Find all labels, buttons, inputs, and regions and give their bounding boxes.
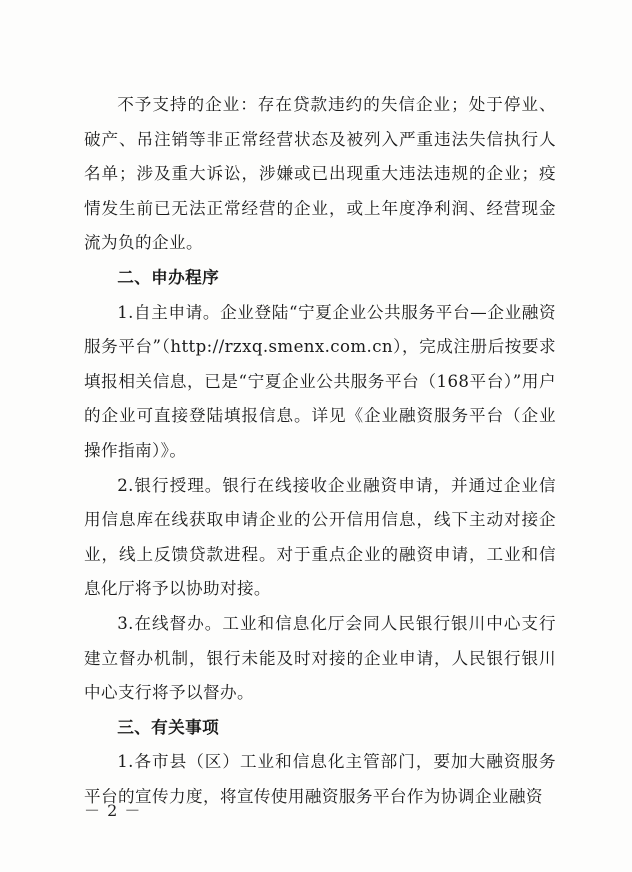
- page-number: － 2 －: [84, 801, 142, 820]
- section-heading-application-procedure: 二、申办程序: [117, 267, 220, 287]
- paragraph-publicity: 1.各市县（区）工业和信息化主管部门，要加大融资服务平台的宣传力度，将宣传使用融资服务平台作为协调企业融资: [84, 752, 556, 806]
- paragraph-online-supervision: 3.在线督办。工业和信息化厅会同人民银行银川中心支行建立督办机制，银行未能及时对接的企业申请，人民银行银川中心支行将予以督办。: [84, 613, 556, 703]
- document-body: [84, 88, 556, 814]
- paragraph-bank-acceptance: 2.银行授理。银行在线接收企业融资申请，并通过企业信用信息库在线获取申请企业的公开信用信息，线下主动对接企业，线上反馈贷款进程。对于重点企业的融资申请，工业和信息化厅将予以协助对接。: [84, 475, 556, 599]
- paragraph-self-application: 1.自主申请。企业登陆“宁夏企业公共服务平台—企业融资服务平台”（http://rzxq.smenx.com.cn），完成注册后按要求填报相关信息，已是“宁夏企业公共服务平台（168平台）”用户的企业可直接登陆填报信息。详见《企业融资服务平台（企业操作指南）》。: [84, 302, 556, 460]
- paragraph-unsupported-enterprises: 不予支持的企业：存在贷款违约的失信企业；处于停业、破产、吊注销等非正常经营状态及被列入严重违法失信执行人名单；涉及重大诉讼，涉嫌或已出现重大违法违规的企业；疫情发生前已无法正常经营的企业，或上年度净利润、经营现金流为负的企业。: [84, 95, 556, 253]
- section-heading-related-matters: 三、有关事项: [117, 717, 220, 737]
